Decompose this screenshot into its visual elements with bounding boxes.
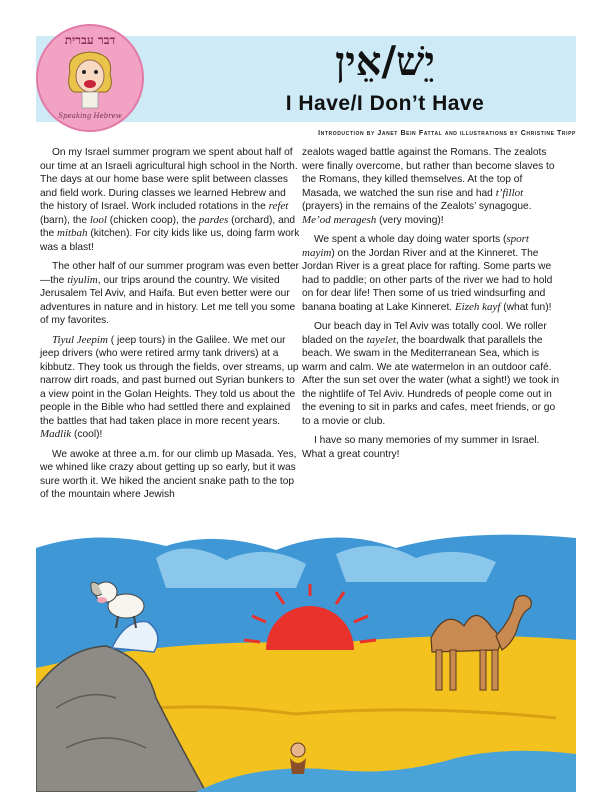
byline-credits: Introduction by Janet Bein Fattal and illustrations by Christine Tripp	[318, 130, 576, 137]
speaking-hebrew-badge	[36, 24, 144, 132]
paragraph: Our beach day in Tel Aviv was totally cool. We roller bladed on the tayelet, the boardwalk that parallels the beach. We swam in the Mediterranean Sea, which is warm and calm. We ate watermelon in an outdoor café. After the sun set over the water (what a sight!) we took in the nightlife of Tel Aviv. Hundreds of people come out in the evening to sit in parks and cafes, meet friends, or go to a movie or club.	[302, 321, 560, 427]
left-column	[40, 146, 300, 508]
paragraph: On my Israel summer program we spent about half of our time at an Israeli agricultural high school in the North. The days at our home base were split between classes and field work. During classes we learned Hebrew and the history of Israel. Work included rotations in the refet (barn), the lool (chicken coop), the pardes (orchard), and the mitbah (kitchen). For city kids like us, doing farm work was a blast!	[40, 147, 300, 253]
english-title: I Have/I Don’t Have	[285, 92, 485, 115]
badge-caption: Speaking Hebrew	[58, 112, 122, 120]
right-column	[302, 146, 562, 467]
badge-hebrew-label: דבר עברית	[64, 33, 116, 47]
paragraph: I have so many memories of my summer in Israel. What a great country!	[302, 435, 540, 460]
girl-cartoon-icon	[62, 48, 118, 112]
paragraph: zealots waged battle against the Romans. The zealots were finally overcome, but rather than become slaves to the Romans, they killed themselves. At the top of Masada, we watched the sun rise and had t’fillot (prayers) in the remains of the Zealots’ synagogue. Me’od meragesh (very moving)!	[302, 147, 555, 226]
paragraph: We spent a whole day doing water sports (sport mayim) on the Jordan River and at the Kinneret. The Jordan River is a great place for rafting. Some parts we had to paddle; on other parts of the river we had to hold on for dear life! Then some of us tried windsurfing and banana boating at Lake Kinneret. Eizeh kayf (what fun)!	[302, 233, 553, 313]
hebrew-title: יֵשׁ/אֵין	[335, 38, 435, 85]
desert-scene-illustration	[36, 518, 576, 792]
paragraph: We awoke at three a.m. for our climb up Masada. Yes, we whined like crazy about getting up so early, but it was sure worth it. We hiked the ancient snake path to the top of the mountain where Jewish	[40, 448, 297, 500]
paragraph: The other half of our summer program was even better—the tiyulim, our trips around the country. We visited Jerusalem Tel Aviv, and Haifa. But even better were our adventures in nature and in history. Let me tell you some of my favorites.	[40, 261, 299, 326]
paragraph: Tiyul Jeepim ( jeep tours) in the Galilee. We met our jeep drivers (who were retired army tank drivers) at a kibbutz. They took us through the fields, over streams, up narrow dirt roads, and past burned out Syrian bunkers to a view point in the Golan Heights. They told us about the people in the Bible who had settled there and explained the battles that had taken place in more recent years. Madlik (cool)!	[40, 333, 299, 440]
